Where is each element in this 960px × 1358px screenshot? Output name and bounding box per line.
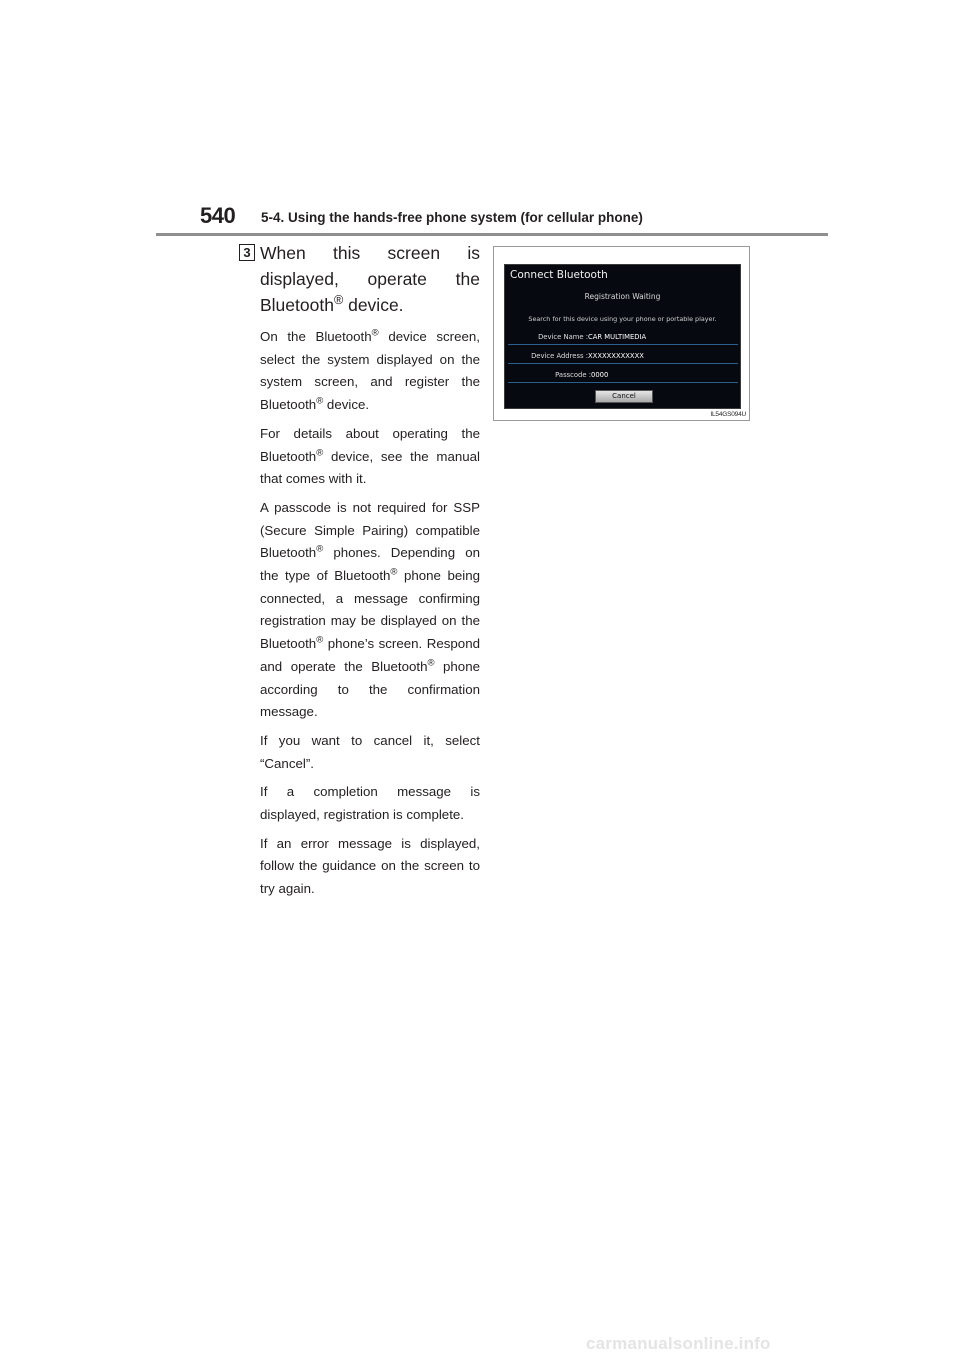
header-rule	[156, 233, 828, 236]
registration-status: Registration Waiting	[584, 292, 661, 301]
step-heading: When this screen is displayed, operate the Bluetooth® device.	[260, 243, 480, 315]
device-name-value: CAR MULTIMEDIA	[588, 333, 647, 341]
device-address-value: XXXXXXXXXXXX	[588, 352, 644, 360]
search-instruction: Search for this device using your phone or portable player.	[528, 315, 717, 323]
passcode-row: Passcode :0000	[508, 368, 738, 383]
page-number: 540	[200, 203, 236, 228]
instruction-column	[260, 240, 480, 907]
step-badge: 3	[239, 244, 255, 261]
section-title: 5-4. Using the hands-free phone system (for cellular phone)	[261, 210, 643, 225]
paragraph-cancel: If you want to cancel it, select “Cancel”.	[260, 732, 480, 771]
paragraph-details: For details about operating the Bluetooth® device, see the manual that comes with it.	[260, 425, 480, 487]
passcode-value: 0000	[591, 371, 609, 379]
device-name-row: Device Name :CAR MULTIMEDIA	[508, 330, 738, 345]
device-address-row: Device Address :XXXXXXXXXXXX	[508, 349, 738, 364]
screen-title: Connect Bluetooth	[510, 269, 608, 281]
image-code: IL54GS094U	[710, 411, 746, 418]
screen-illustration	[493, 246, 750, 421]
watermark: carmanualsonline.info	[586, 1334, 771, 1353]
paragraph-ssp: A passcode is not required for SSP (Secure Simple Pairing) compatible Bluetooth® phones. Depending on the type of Bluetooth® phone being connected, a message confirming registration may be displayed on the Bluetooth® phone’s screen. Respond and operate the Bluetooth® phone according to the confirmation message.	[260, 499, 480, 720]
paragraph-register: On the Bluetooth® device screen, select the system displayed on the system screen, and register the Bluetooth® device.	[260, 327, 480, 413]
connect-bluetooth-screen	[504, 264, 741, 409]
cancel-button[interactable]: Cancel	[595, 390, 653, 403]
paragraph-completion: If a completion message is displayed, registration is complete.	[260, 784, 480, 823]
paragraph-error: If an error message is displayed, follow the guidance on the screen to try again.	[260, 835, 480, 897]
